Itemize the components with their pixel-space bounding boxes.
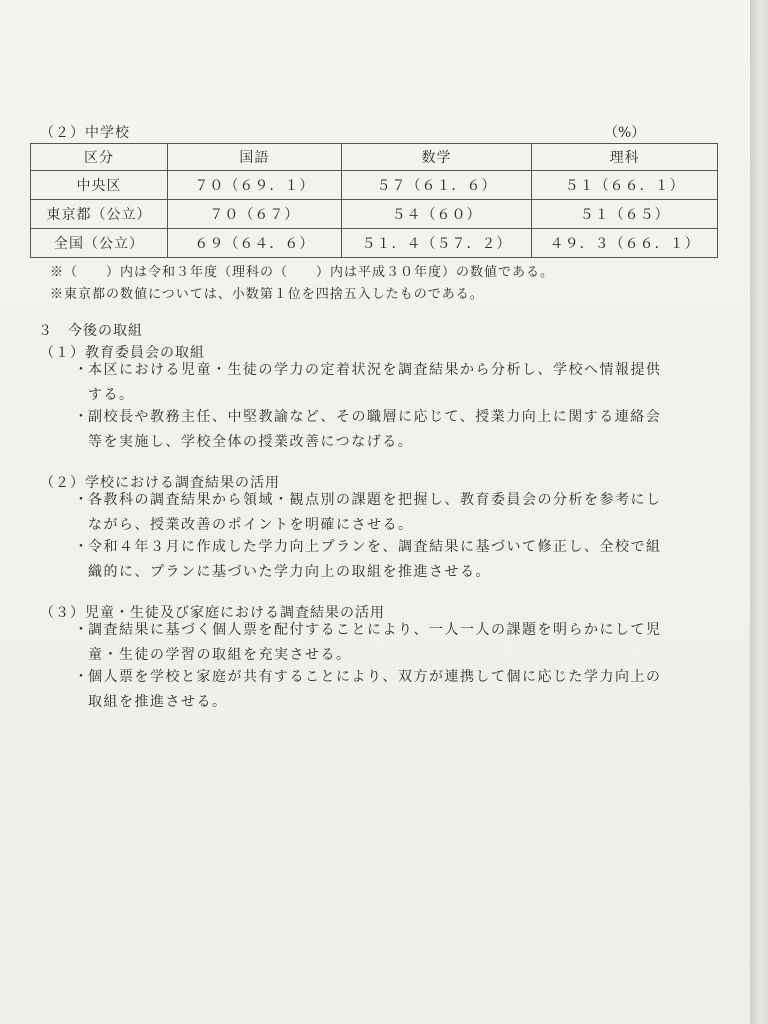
header-category: 区分	[31, 144, 168, 171]
row-label: 中央区	[31, 171, 168, 200]
cell-rika: ５１（６５）	[532, 200, 718, 229]
bullet-line: ・ 各教科の調査結果から領域・観点別の課題を把握し、教育委員会の分析を参考にし	[88, 492, 662, 508]
table-header-row	[31, 144, 718, 171]
note-reference-year: ※（ ）内は令和３年度（理科の（ ）内は平成３０年度）の数値である。	[50, 265, 555, 280]
row-label: 東京都（公立）	[31, 200, 168, 229]
table-row	[31, 229, 718, 258]
header-kokugo: 国語	[168, 144, 342, 171]
list-item	[88, 405, 708, 455]
bullet-line: ・ 調査結果に基づく個人票を配付することにより、一人一人の課題を明らかにして児	[88, 622, 662, 638]
cell-kokugo: ６９（６４．６）	[168, 229, 342, 258]
unit-label: （%）	[604, 125, 646, 141]
cell-kokugo: ７０（６７）	[168, 200, 342, 229]
table-row	[31, 200, 718, 229]
cell-kokugo: ７０（６９．１）	[168, 171, 342, 200]
list-item	[88, 665, 708, 715]
group-title: （１）教育委員会の取組	[40, 345, 205, 361]
list-item	[88, 358, 708, 408]
next-page-edge	[750, 0, 768, 1024]
future-heading: ３ 今後の取組	[38, 323, 143, 339]
cell-rika: ４９．３（６６．１）	[532, 229, 718, 258]
cell-sugaku: ５１．４（５７．２）	[341, 229, 532, 258]
bullet-line: ・ 本区における児童・生徒の学力の定着状況を調査結果から分析し、学校へ情報提供	[88, 362, 662, 378]
bullet-line: ・ 令和４年３月に作成した学力向上プランを、調査結果に基づいて修正し、全校で組	[88, 539, 662, 555]
cell-sugaku: ５４（６０）	[341, 200, 532, 229]
bullet-line: 取組を推進させる。	[88, 694, 228, 710]
list-item	[88, 488, 708, 538]
table-row	[31, 171, 718, 200]
bullet-line: 織的に、プランに基づいた学力向上の取組を推進させる。	[88, 564, 491, 580]
header-sugaku: 数学	[341, 144, 532, 171]
row-label: 全国（公立）	[31, 229, 168, 258]
group-title: （３）児童・生徒及び家庭における調査結果の活用	[40, 605, 385, 621]
list-item	[88, 535, 708, 585]
bullet-line: ・ 副校長や教務主任、中堅教諭など、その職層に応じて、授業力向上に関する連絡会	[88, 409, 662, 425]
cell-rika: ５１（６６．１）	[532, 171, 718, 200]
bullet-line: する。	[88, 387, 135, 403]
section-title: （２）中学校	[40, 125, 130, 141]
group-title: （２）学校における調査結果の活用	[40, 475, 280, 491]
note-rounding: ※東京都の数値については、小数第１位を四捨五入したものである。	[50, 287, 484, 302]
list-item	[88, 618, 708, 668]
bullet-line: ながら、授業改善のポイントを明確にさせる。	[88, 517, 414, 533]
score-table	[30, 143, 718, 258]
cell-sugaku: ５７（６１．６）	[341, 171, 532, 200]
bullet-line: 童・生徒の学習の取組を充実させる。	[88, 647, 352, 663]
bullet-line: 等を実施し、学校全体の授業改善につなげる。	[88, 434, 414, 450]
bullet-line: ・ 個人票を学校と家庭が共有することにより、双方が連携して個に応じた学力向上の	[88, 669, 662, 685]
header-rika: 理科	[532, 144, 718, 171]
